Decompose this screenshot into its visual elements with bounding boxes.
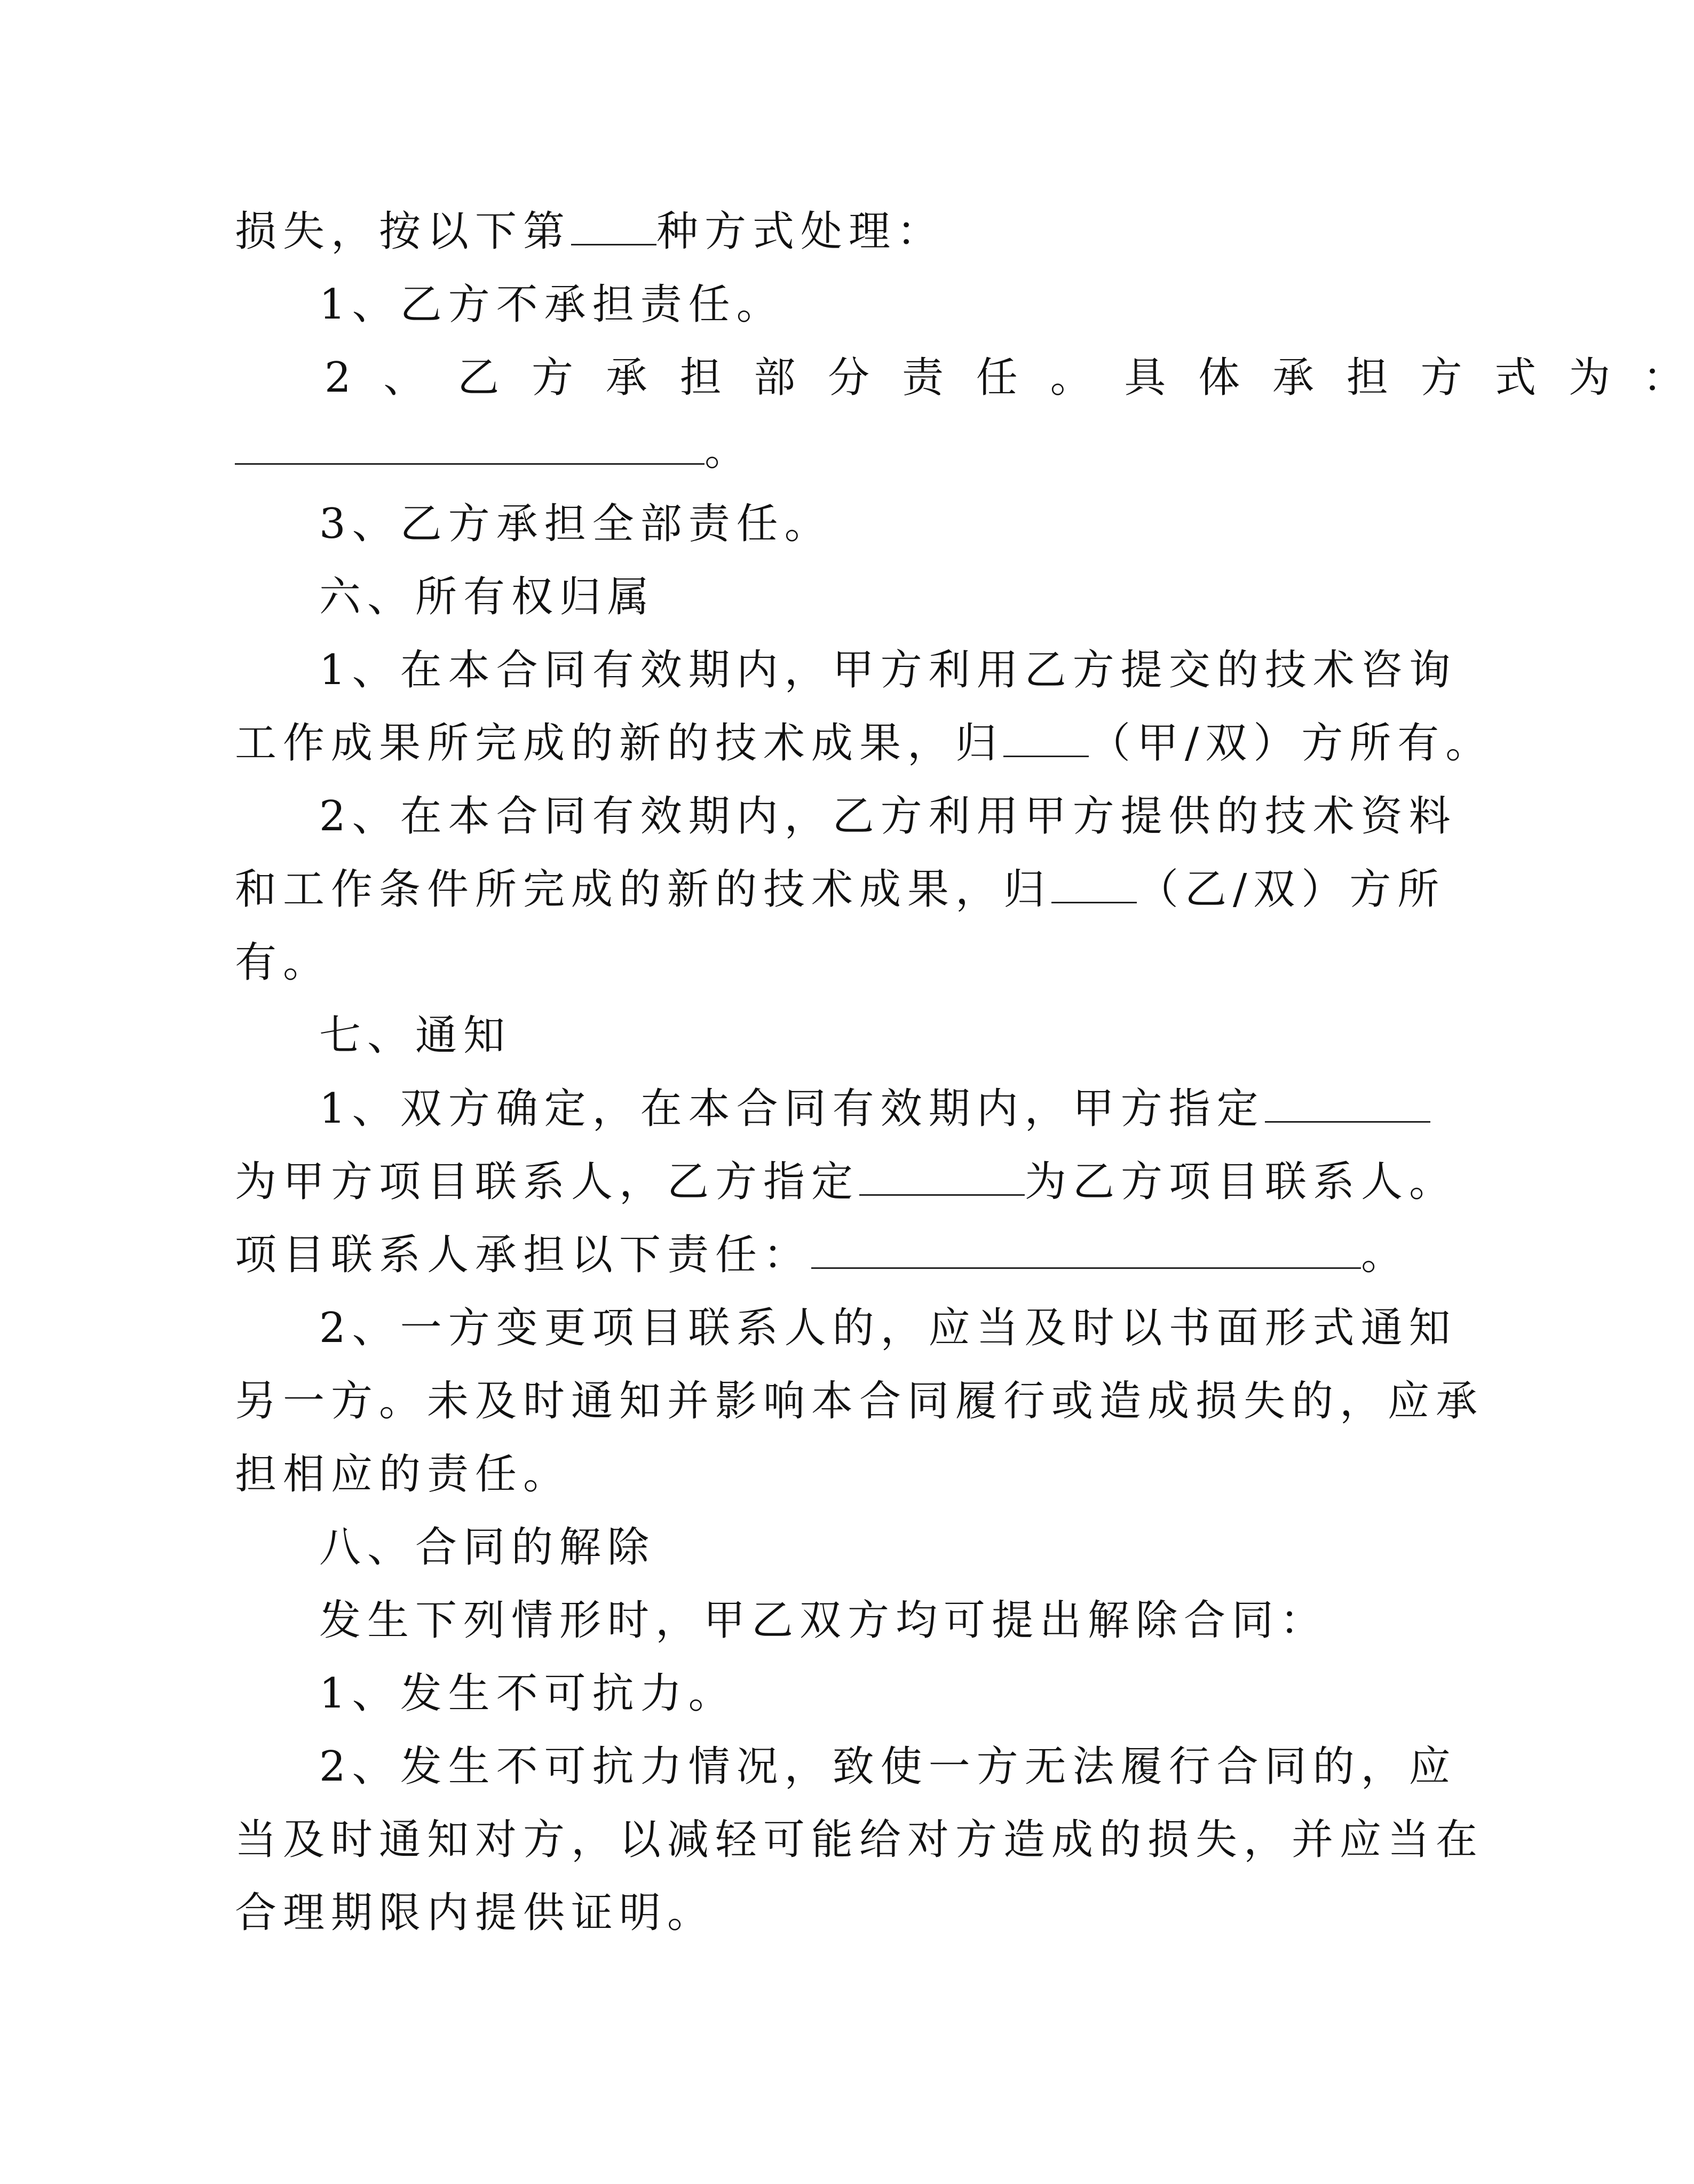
text-line: 当及时通知对方，以减轻可能给对方造成的损失，并应当在 <box>235 1816 1484 1864</box>
text-segment: 为甲方项目联系人，乙方指定 <box>235 1158 860 1206</box>
text-segment: 项目联系人承担以下责任： <box>235 1231 812 1279</box>
text-line <box>235 1146 1458 1219</box>
text-segment: 。 <box>704 427 753 475</box>
text-line <box>235 415 1329 488</box>
paragraph-termination-intro <box>235 1584 1329 1657</box>
text-segment: 3、乙方承担全部责任。 <box>319 500 833 548</box>
heading-text: 八、合同的解除 <box>319 1523 656 1571</box>
text-line: 合理期限内提供证明。 <box>235 1889 716 1937</box>
text-segment: 发生下列情形时，甲乙双方均可提出解除合同： <box>319 1597 1328 1645</box>
text-segment: 为乙方项目联系人。 <box>1025 1158 1458 1206</box>
text-segment: 1、双方确定，在本合同有效期内，甲方指定 <box>319 1085 1265 1133</box>
text-line: 有。 <box>235 939 331 987</box>
text-line: 2、在本合同有效期内，乙方利用甲方提供的技术资料 <box>319 792 1457 840</box>
text-segment: 损失，按以下第 <box>235 208 572 256</box>
paragraph-notice-2 <box>235 1292 1484 1511</box>
section-heading-notice <box>235 999 1329 1073</box>
text-line <box>235 707 1494 780</box>
fill-in-blank[interactable] <box>235 428 704 465</box>
text-segment: 1、发生不可抗力。 <box>319 1670 737 1718</box>
section-heading-termination <box>235 1511 1329 1584</box>
text-line: 2 、 乙 方 承 担 部 分 责 任 。 具 体 承 担 方 式 为 ： <box>324 354 1694 402</box>
text-line: 担相应的责任。 <box>235 1450 572 1498</box>
fill-in-blank[interactable] <box>811 1232 1361 1269</box>
heading-text: 六、所有权归属 <box>319 573 656 621</box>
fill-in-blank[interactable] <box>571 209 656 245</box>
text-line <box>235 195 1329 268</box>
text-line: 2、发生不可抗力情况，致使一方无法履行合同的，应 <box>319 1743 1457 1791</box>
paragraph-ownership-2 <box>235 780 1457 999</box>
paragraph-option-1 <box>235 268 1329 342</box>
text-line: 1、在本合同有效期内，甲方利用乙方提交的技术咨询 <box>319 646 1457 694</box>
fill-in-blank[interactable] <box>1003 720 1089 757</box>
paragraph-termination-2 <box>235 1730 1484 1950</box>
text-line: 2、一方变更项目联系人的，应当及时以书面形式通知 <box>319 1304 1457 1352</box>
document-body <box>235 195 1694 1950</box>
text-segment: （甲/双）方所有。 <box>1089 719 1494 767</box>
fill-in-blank[interactable] <box>859 1159 1025 1196</box>
paragraph-option-2 <box>235 342 1694 488</box>
fill-in-blank[interactable] <box>1051 867 1137 903</box>
paragraph-notice-1 <box>235 1073 1458 1292</box>
text-segment: 和工作条件所完成的新的技术成果，归 <box>235 865 1052 914</box>
section-heading-ownership <box>235 561 1329 634</box>
text-segment: （乙/双）方所 <box>1137 865 1446 914</box>
text-line <box>235 1073 1329 1146</box>
text-segment: 。 <box>1361 1231 1410 1279</box>
text-segment: 1、乙方不承担责任。 <box>319 281 785 329</box>
text-segment: 种方式处理： <box>656 208 945 256</box>
paragraph-ownership-1 <box>235 634 1494 780</box>
paragraph-option-3 <box>235 488 1329 561</box>
paragraph-termination-1 <box>235 1657 1329 1730</box>
text-line: 另一方。未及时通知并影响本合同履行或造成损失的，应承 <box>235 1377 1484 1425</box>
heading-text: 七、通知 <box>319 1012 512 1060</box>
text-segment: 工作成果所完成的新的技术成果，归 <box>235 719 1004 767</box>
fill-in-blank[interactable] <box>1265 1086 1430 1123</box>
paragraph-handling-method <box>235 195 1329 268</box>
text-line <box>235 1219 1410 1292</box>
text-line <box>235 853 1446 926</box>
